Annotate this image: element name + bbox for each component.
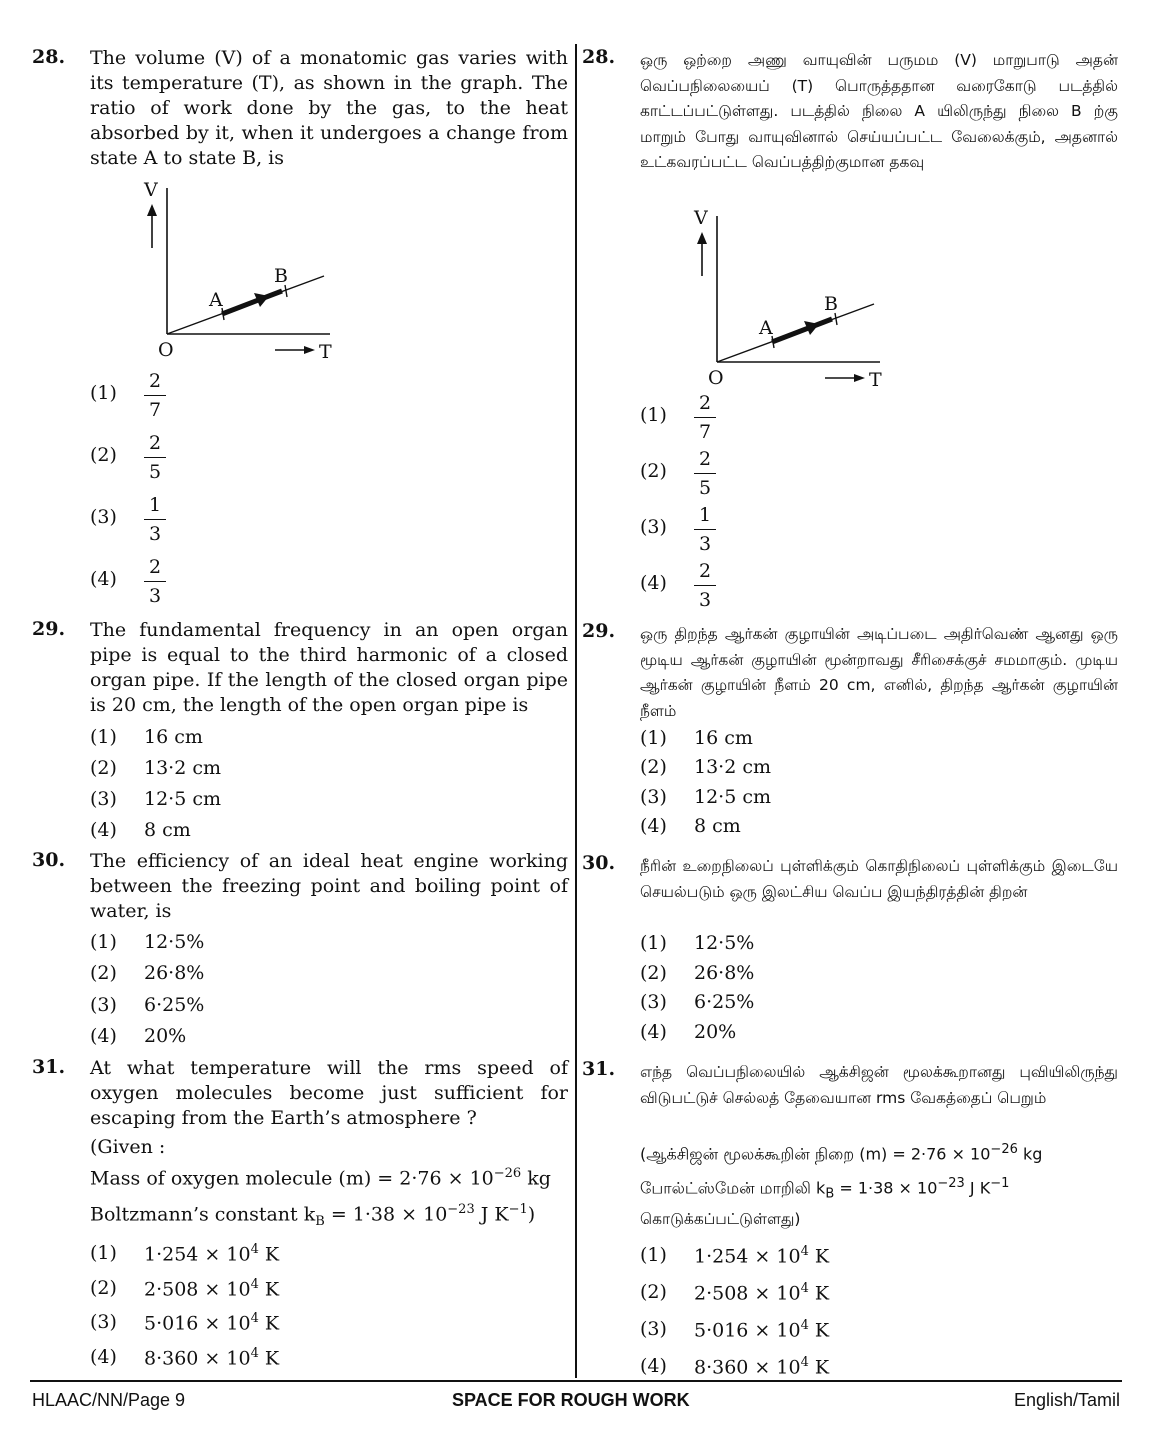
question-number: 31. (582, 1058, 616, 1080)
question-number: 28. (32, 46, 66, 68)
x-arrow-head (304, 346, 315, 354)
process-arrow (222, 291, 282, 314)
question-number: 30. (582, 852, 616, 874)
footer-rough-work: SPACE FOR ROUGH WORK (452, 1390, 690, 1410)
question-text: எந்த வெப்பநிலையில் ஆக்சிஜன் மூலக்கூறானது புவியிலிருந்து விடுபட்டுச் செல்லத் தேவையான rms வேகத்தைப் பெறும் (640, 1063, 1118, 1107)
given-mass: (ஆக்சிஜன் மூலக்கூறின் நிறை $(m) = 2\cdot 76 \times 10^{-26}$ kg (640, 1142, 1043, 1164)
footer-language: English/Tamil (1013, 1390, 1120, 1410)
question-number: 31. (32, 1056, 66, 1078)
point-b-label: B (274, 265, 288, 287)
fraction: 1 3 (144, 494, 166, 545)
question-text: ஒரு ஒற்றை அணு வாயுவின் பருமம (V) மாறுபாடு அதன் வெப்பநிலையைப் (T) பொருத்ததான வரைகோடு படத்தில் காட்டப்பட்டுள்ளது. படத்தில் நிலை A யிலிருந்து நிலை B ற்கு மாறும் போது வாயுவினால் செய்யப்பட்ட வேலைக்கும், அதனால் உட்கவரப்பட்ட வெப்பத்திற்குமான தகவு (640, 51, 1118, 171)
vt-graph (132, 176, 352, 361)
question-text: நீரின் உறைநிலைப் புள்ளிக்கும் கொதிநிலைப் புள்ளிக்கும் இடையே செயல்படும் ஒரு இலட்சிய வெப்ப இயந்திரத்தின் திறன் (640, 857, 1118, 901)
x-arrow-head (854, 374, 865, 382)
fraction: 2 7 (144, 370, 166, 421)
fraction: 2 3 (694, 560, 716, 611)
fraction: 2 7 (694, 392, 716, 443)
point-a-label: A (209, 289, 223, 311)
question-number: 29. (32, 618, 66, 640)
fraction: 2 5 (694, 448, 716, 499)
question-number: 30. (32, 849, 66, 871)
process-arrow (772, 319, 832, 342)
given-label: (Given : (90, 1136, 166, 1158)
point-b-label: B (824, 293, 838, 315)
graph-x-label: T (869, 369, 882, 389)
question-text: The fundamental frequency in an open organ pipe is equal to the third harmonic of a closed organ pipe. If the length of the closed organ pipe is 20 cm, the length of the open organ pipe is (90, 619, 568, 716)
given-mass: Mass of oxygen molecule $(m) = 2\cdot 76 \times 10^{-26}$ kg (90, 1166, 551, 1190)
fraction: 2 5 (144, 432, 166, 483)
question-number: 29. (582, 620, 616, 642)
fraction: 2 3 (144, 556, 166, 607)
graph-y-label: V (694, 207, 708, 229)
vt-graph (682, 204, 902, 389)
y-arrow-head (697, 232, 707, 244)
graph-y-label: V (144, 179, 158, 201)
given-boltzmann: Boltzmann’s constant $k_B = 1\cdot 38 \times 10^{-23}$ J $K^{-1}$) (90, 1202, 536, 1230)
footer-page-code: HLAAC/NN/Page 9 (32, 1390, 186, 1410)
question-text: ஒரு திறந்த ஆர்கன் குழாயின் அடிப்படை அதிர்வெண் ஆனது ஒரு மூடிய ஆர்கன் குழாயின் மூன்றாவது சீரிசைக்குச் சமமாகும். முடிய ஆர்கன் குழாயின் நீளம் 20 cm, எனில், திறந்த ஆர்கன் குழாயின் நீளம் (640, 625, 1118, 720)
question-number: 28. (582, 46, 616, 68)
given-close: கொடுக்கப்பட்டுள்ளது) (640, 1210, 801, 1228)
graph-x-label: T (319, 341, 332, 361)
given-boltzmann: போல்ட்ஸ்மேன் மாறிலி $k_B = 1\cdot 38 \times 10^{-23}$ J $K^{-1}$ (640, 1176, 1010, 1202)
fraction: 1 3 (694, 504, 716, 555)
question-text: The efficiency of an ideal heat engine working between the freezing point and boiling point of water, is (90, 850, 568, 922)
origin-label: O (158, 339, 174, 361)
origin-label: O (708, 367, 724, 389)
point-a-label: A (759, 317, 773, 339)
footer-rule (30, 1380, 1122, 1382)
column-divider (575, 44, 577, 1378)
y-arrow-head (147, 204, 157, 216)
question-text: At what temperature will the rms speed of oxygen molecules become just sufficient for escaping from the Earth’s atmosphere ? (90, 1057, 568, 1129)
question-text: The volume (V) of a monatomic gas varies with its temperature (T), as shown in the graph. The ratio of work done by the gas, to the heat absorbed by it, when it undergoes a change from state A to state B, is (90, 47, 568, 169)
